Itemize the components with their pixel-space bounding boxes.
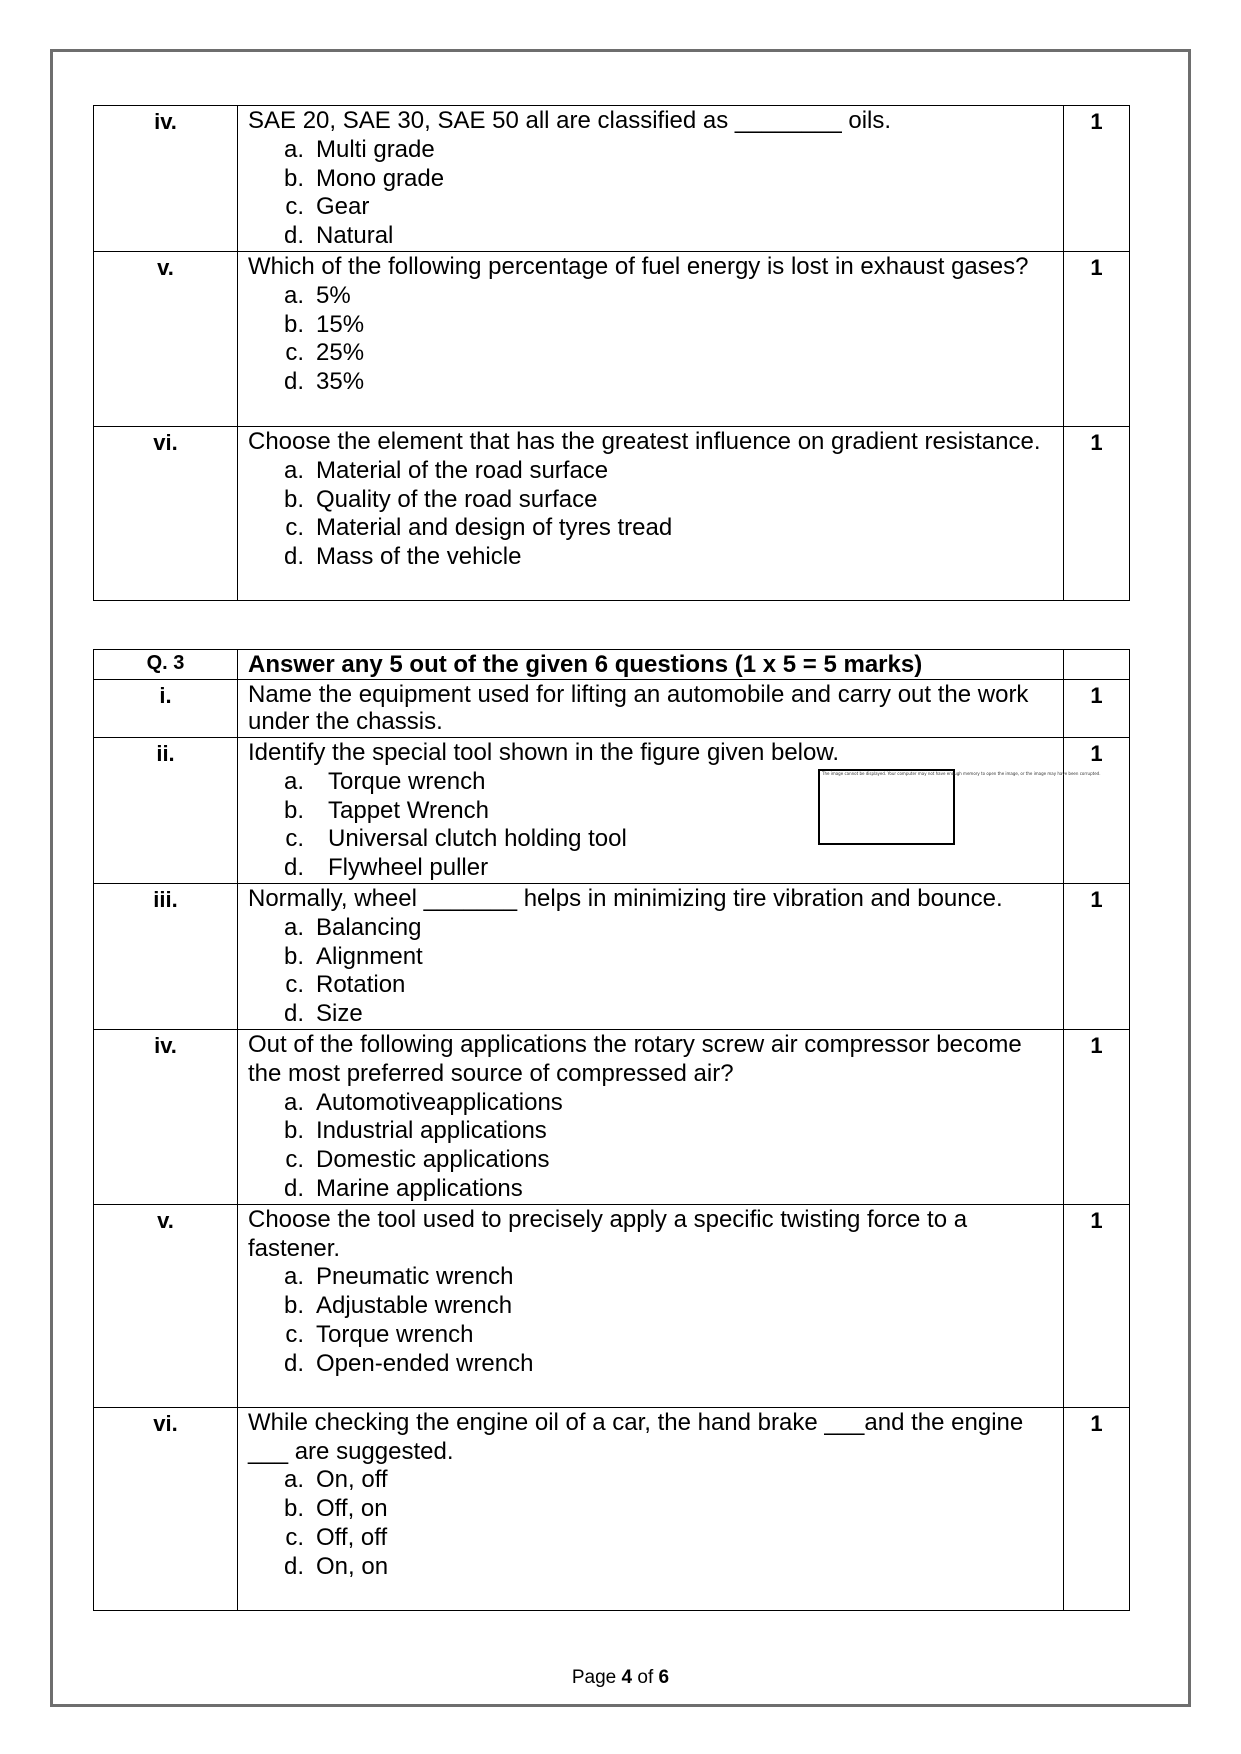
- question-row: [94, 426, 1130, 600]
- option-a: [248, 282, 1053, 311]
- current-page: 4: [621, 1667, 633, 1688]
- option-d: [248, 1553, 1053, 1582]
- option-text: On, off: [316, 1466, 388, 1494]
- option-text: Material of the road surface: [316, 456, 609, 484]
- question-stem: While checking the engine oil of a car, the hand brake ___and the engine ___ are suggested.: [248, 1408, 1024, 1465]
- option-label: d.: [283, 1552, 304, 1580]
- option-text: Quality of the road surface: [316, 485, 598, 513]
- question-stem: Out of the following applications the rotary screw air compressor become the most preferred source of compressed air?: [248, 1030, 1022, 1087]
- figure-caption: The image cannot be displayed. Your computer may not have enough memory to open the image, or the image may have been corrupted.: [822, 771, 1101, 776]
- option-label: d.: [283, 543, 304, 571]
- question-text: [238, 1029, 1064, 1204]
- option-label: d.: [283, 368, 304, 396]
- question-row: [94, 738, 1130, 884]
- question-row: [94, 1029, 1130, 1204]
- question-text: [238, 1407, 1064, 1610]
- option-text: Tappet Wrench: [328, 796, 489, 824]
- options-list: [248, 1263, 1053, 1378]
- option-a: [248, 914, 1053, 943]
- option-label: b.: [283, 796, 304, 824]
- option-label: d.: [283, 1349, 304, 1377]
- section-heading: Answer any 5 out of the given 6 questions (1 x 5 = 5 marks): [238, 650, 1064, 680]
- marks: 1: [1064, 251, 1130, 426]
- option-b: [248, 165, 1053, 194]
- option-text: Off, off: [316, 1523, 388, 1551]
- option-text: Torque wrench: [316, 1320, 474, 1348]
- option-label: a.: [283, 281, 304, 309]
- question-row: [94, 883, 1130, 1029]
- option-label: b.: [283, 485, 304, 513]
- option-label: a.: [283, 1466, 304, 1494]
- marks: 1: [1064, 883, 1130, 1029]
- options-list: [248, 914, 1053, 1029]
- option-d: [248, 854, 1053, 883]
- option-text: Natural: [316, 222, 394, 250]
- option-text: Off, on: [316, 1495, 388, 1523]
- option-text: Flywheel puller: [328, 854, 489, 882]
- option-text: On, on: [316, 1552, 389, 1580]
- question-row: [94, 1407, 1130, 1610]
- option-d: [248, 222, 1053, 251]
- option-c: [248, 193, 1053, 222]
- question-row: [94, 1204, 1130, 1407]
- option-label: d.: [283, 854, 304, 882]
- question-number: i.: [94, 680, 238, 738]
- option-b: [248, 1292, 1053, 1321]
- option-d: [248, 1000, 1053, 1029]
- question-row: [94, 106, 1130, 252]
- question-stem: SAE 20, SAE 30, SAE 50 all are classified as ________ oils.: [248, 107, 892, 134]
- marks-header: [1064, 650, 1130, 680]
- option-text: 15%: [316, 310, 365, 338]
- option-b: [248, 486, 1053, 515]
- option-label: b.: [283, 942, 304, 970]
- option-text: Gear: [316, 193, 370, 221]
- option-label: a.: [283, 135, 304, 163]
- option-text: Mono grade: [316, 164, 445, 192]
- option-label: b.: [283, 1117, 304, 1145]
- question-text: [238, 680, 1064, 738]
- option-c: [248, 514, 1053, 543]
- option-label: c.: [285, 193, 304, 221]
- question-stem: Identify the special tool shown in the figure given below.: [248, 739, 840, 766]
- option-label: c.: [285, 825, 304, 853]
- option-text: Mass of the vehicle: [316, 543, 522, 571]
- question-stem: Choose the element that has the greatest influence on gradient resistance.: [248, 427, 1041, 455]
- option-text: Industrial applications: [316, 1117, 547, 1145]
- marks: 1: [1064, 1204, 1130, 1407]
- option-a: [248, 1263, 1053, 1292]
- option-label: c.: [285, 1320, 304, 1348]
- question-number: ii.: [94, 738, 238, 884]
- marks: 1: [1064, 1407, 1130, 1610]
- question-text: [238, 106, 1064, 252]
- option-c: [248, 971, 1053, 1000]
- question-row: [94, 251, 1130, 426]
- option-label: c.: [285, 971, 304, 999]
- option-a: [248, 1466, 1053, 1495]
- option-c: [248, 1146, 1053, 1175]
- option-label: b.: [283, 1495, 304, 1523]
- option-c: [248, 1524, 1053, 1553]
- figure-placeholder: [818, 769, 1101, 845]
- option-d: [248, 1350, 1053, 1379]
- option-label: a.: [283, 456, 304, 484]
- option-b: [248, 943, 1053, 972]
- question-number: iii.: [94, 883, 238, 1029]
- footer-of: of: [637, 1667, 654, 1688]
- option-d: [248, 368, 1053, 397]
- option-label: a.: [283, 767, 304, 795]
- question-stem: Normally, wheel _______ helps in minimizing tire vibration and bounce.: [248, 884, 1003, 912]
- options-list: [248, 1089, 1053, 1204]
- options-list: [248, 1466, 1053, 1581]
- marks: 1: [1064, 106, 1130, 252]
- question-number: iv.: [94, 1029, 238, 1204]
- footer-prefix: Page: [571, 1667, 617, 1688]
- section-header-row: [94, 650, 1130, 680]
- option-text: Rotation: [316, 971, 406, 999]
- option-label: d.: [283, 1000, 304, 1028]
- question-row: [94, 680, 1130, 738]
- option-a: [248, 1089, 1053, 1118]
- option-label: b.: [283, 164, 304, 192]
- question-text: [238, 883, 1064, 1029]
- question-number: iv.: [94, 106, 238, 252]
- question-number: vi.: [94, 1407, 238, 1610]
- option-label: b.: [283, 310, 304, 338]
- question-text: [238, 1204, 1064, 1407]
- question-table-section-2: [93, 105, 1130, 601]
- marks: 1: [1064, 426, 1130, 600]
- question-stem: Choose the tool used to precisely apply a specific twisting force to a fastener.: [248, 1205, 968, 1262]
- question-number: v.: [94, 1204, 238, 1407]
- option-label: b.: [283, 1292, 304, 1320]
- option-b: [248, 311, 1053, 340]
- option-label: d.: [283, 1174, 304, 1202]
- options-list: [248, 136, 1053, 251]
- option-d: [248, 1175, 1053, 1204]
- option-label: a.: [283, 1088, 304, 1116]
- option-text: Universal clutch holding tool: [328, 825, 627, 853]
- marks: 1: [1064, 738, 1130, 884]
- options-list: [248, 282, 1053, 397]
- option-label: c.: [285, 1146, 304, 1174]
- option-label: a.: [283, 1263, 304, 1291]
- question-text: [238, 426, 1064, 600]
- total-pages: 6: [658, 1667, 670, 1688]
- option-d: [248, 543, 1053, 572]
- question-table-section-3: [93, 649, 1130, 1611]
- option-text: Domestic applications: [316, 1146, 550, 1174]
- option-label: c.: [285, 514, 304, 542]
- option-c: [248, 339, 1053, 368]
- option-label: c.: [285, 339, 304, 367]
- option-text: Material and design of tyres tread: [316, 514, 673, 542]
- option-text: Adjustable wrench: [316, 1292, 513, 1320]
- page-footer: [0, 1667, 1241, 1689]
- option-a: [248, 136, 1053, 165]
- question-text: [238, 251, 1064, 426]
- option-text: Multi grade: [316, 135, 435, 163]
- option-text: Balancing: [316, 913, 422, 941]
- option-a: [248, 457, 1053, 486]
- option-text: Open-ended wrench: [316, 1349, 534, 1377]
- options-list: [248, 457, 1053, 572]
- section-label: Q. 3: [94, 650, 238, 680]
- question-number: v.: [94, 251, 238, 426]
- option-text: 5%: [316, 281, 351, 309]
- option-text: 25%: [316, 339, 365, 367]
- option-label: a.: [283, 913, 304, 941]
- option-text: Torque wrench: [328, 767, 486, 795]
- question-number: vi.: [94, 426, 238, 600]
- option-c: [248, 1321, 1053, 1350]
- option-b: [248, 1495, 1053, 1524]
- marks: 1: [1064, 1029, 1130, 1204]
- option-text: 35%: [316, 368, 365, 396]
- option-label: c.: [285, 1523, 304, 1551]
- option-text: Marine applications: [316, 1174, 523, 1202]
- option-text: Size: [316, 1000, 363, 1028]
- question-stem: Name the equipment used for lifting an automobile and carry out the work under the chassis.: [248, 681, 1029, 735]
- question-stem: Which of the following percentage of fuel energy is lost in exhaust gases?: [248, 252, 1029, 280]
- option-text: Automotiveapplications: [316, 1088, 563, 1116]
- option-label: d.: [283, 222, 304, 250]
- option-b: [248, 1117, 1053, 1146]
- option-text: Alignment: [316, 942, 423, 970]
- marks: 1: [1064, 680, 1130, 738]
- option-text: Pneumatic wrench: [316, 1263, 514, 1291]
